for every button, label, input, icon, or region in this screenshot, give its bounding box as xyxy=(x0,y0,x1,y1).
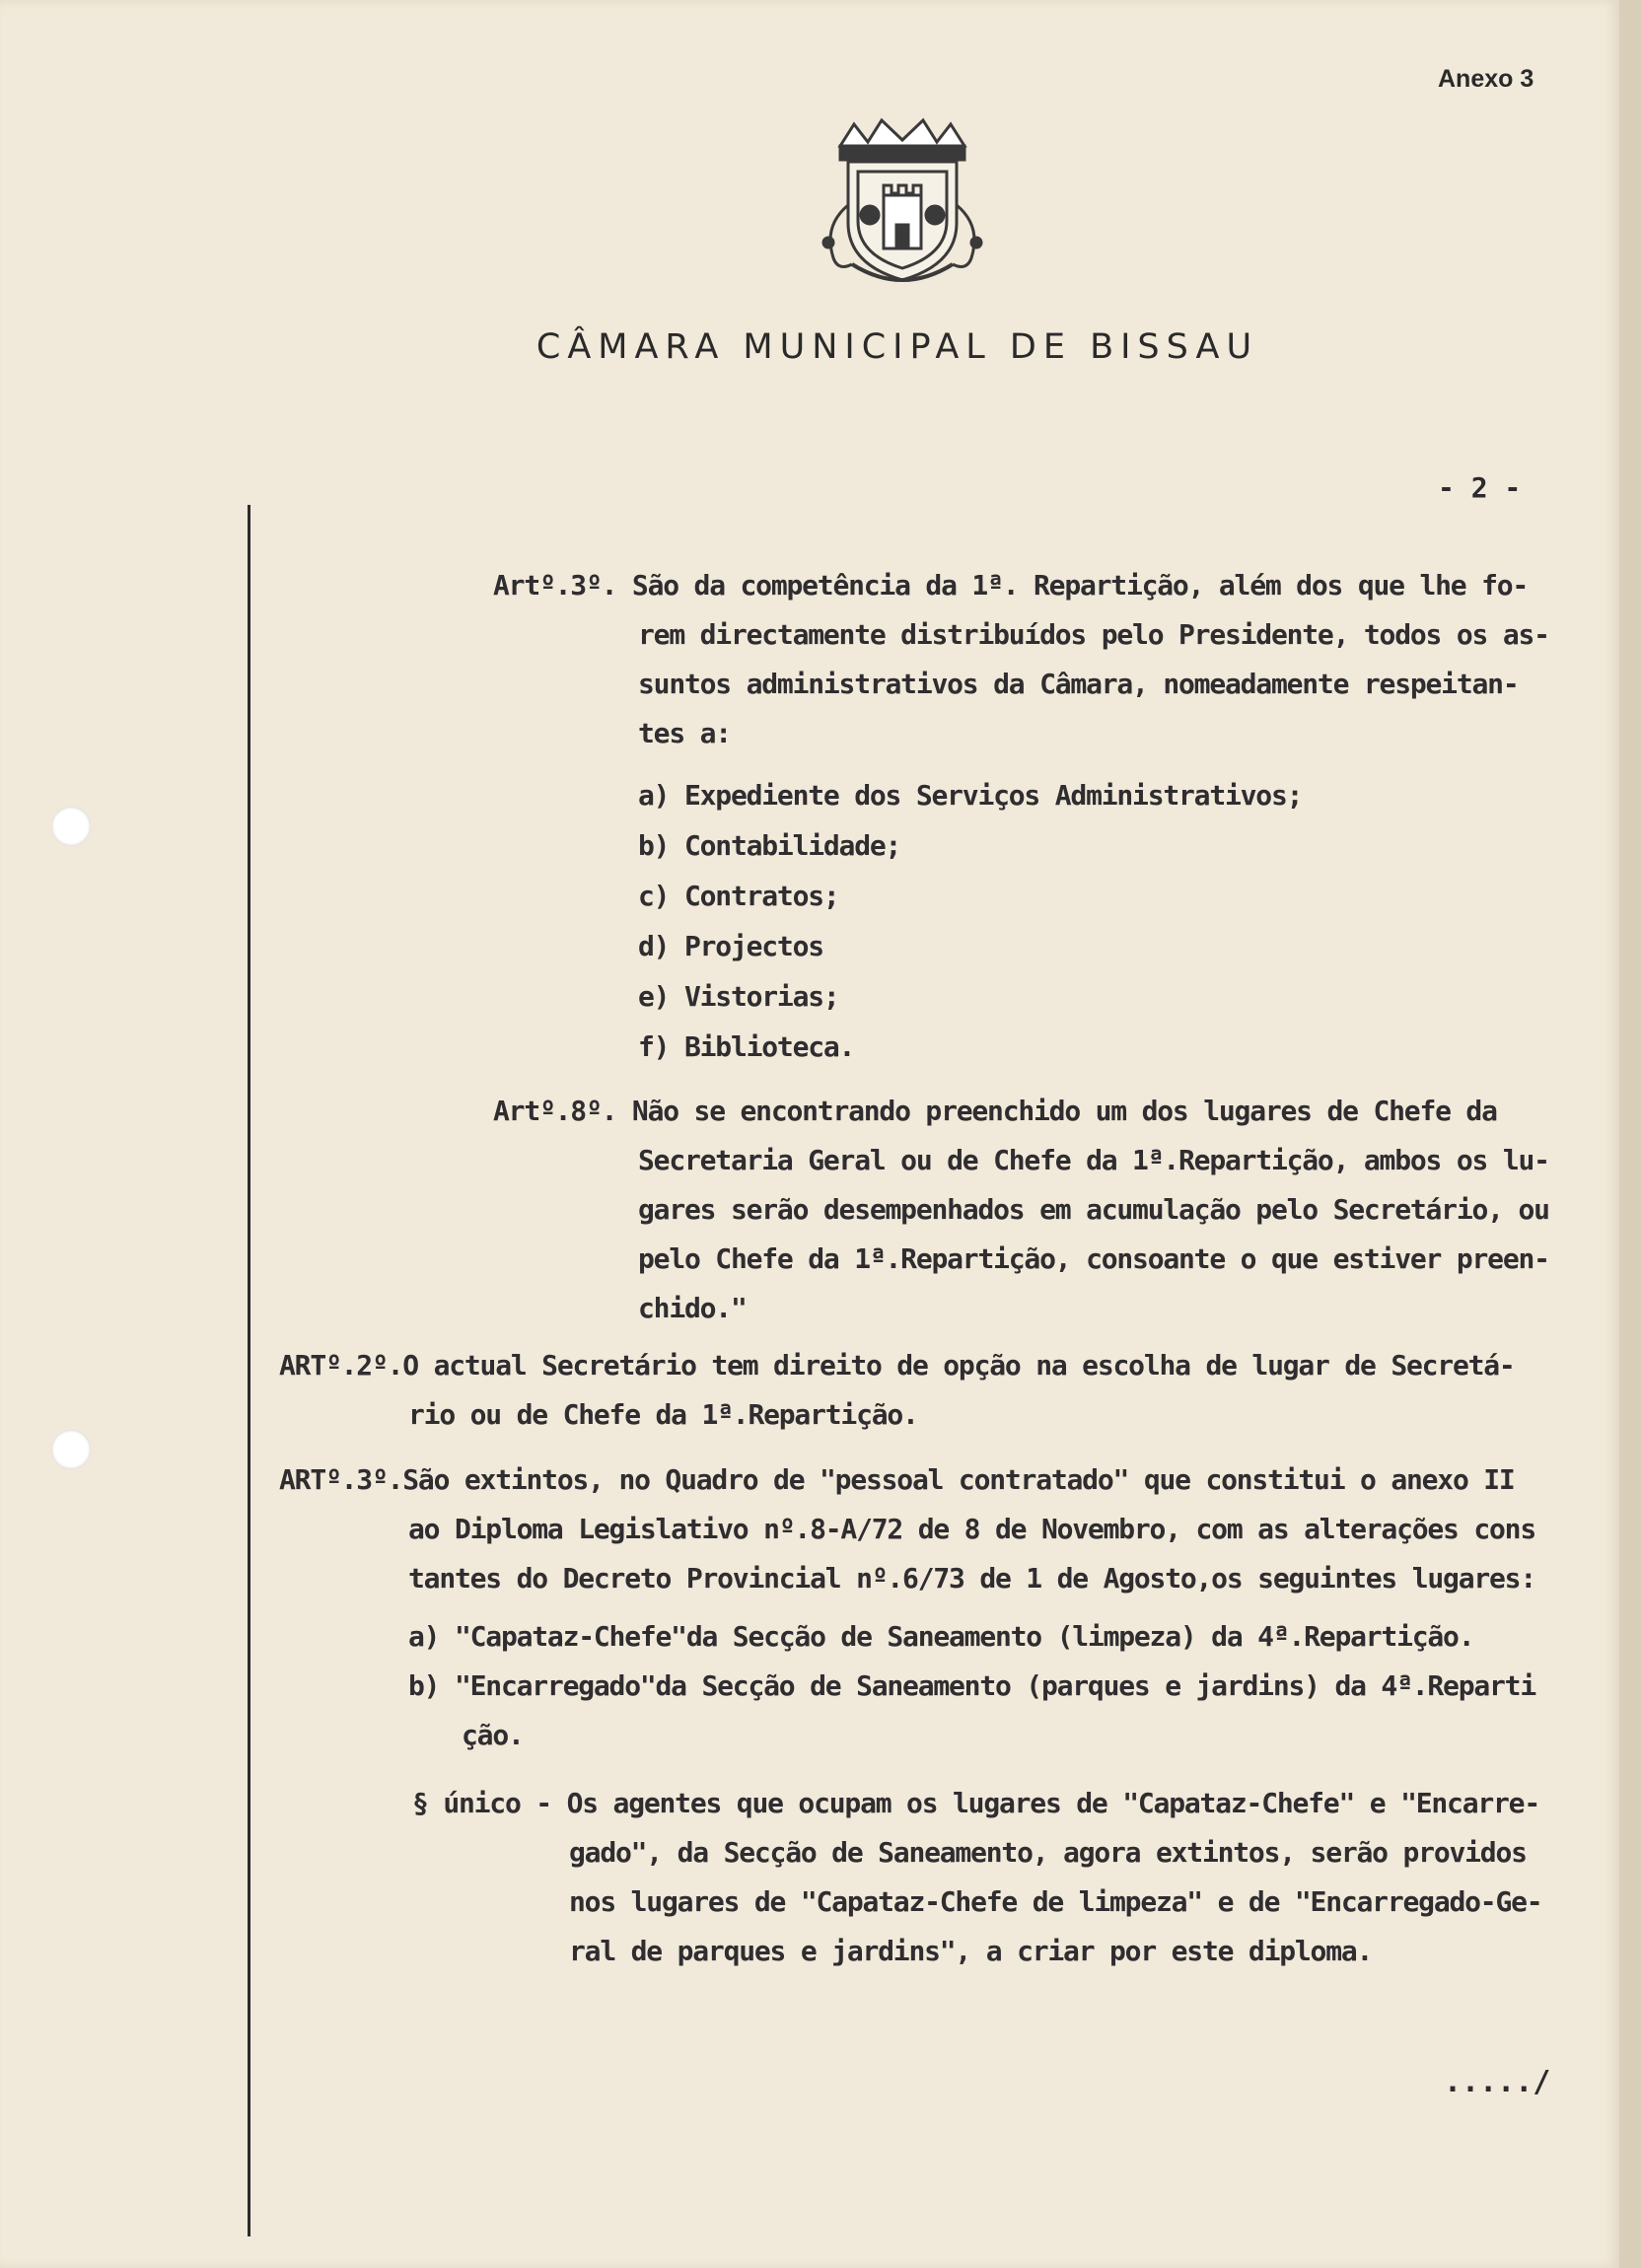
art3-line-1: Artº.3º. São da competência da 1ª. Repartição, além dos que lhe fo- xyxy=(493,569,1529,602)
art8-line-4: pelo Chefe da 1ª.Repartição, consoante o que estiver preen- xyxy=(638,1242,1549,1275)
art3-item-e: e) Vistorias; xyxy=(638,980,839,1013)
page-number: - 2 - xyxy=(1438,471,1522,504)
art3-item-b: b) Contabilidade; xyxy=(638,829,901,862)
art3-item-d: d) Projectos xyxy=(638,930,823,962)
margin-rule xyxy=(248,505,250,2236)
art3-line-3: suntos administrativos da Câmara, nomeadamente respeitan- xyxy=(638,668,1519,700)
sole-paragraph-line-2: gado", da Secção de Saneamento, agora extintos, serão providos xyxy=(569,1836,1527,1869)
institution-name: CÂMARA MUNICIPAL DE BISSAU xyxy=(535,327,1259,367)
art3-item-c: c) Contratos; xyxy=(638,880,839,912)
art3b-line-2: ao Diploma Legislativo nº.8-A/72 de 8 de Novembro, com as alterações cons xyxy=(408,1513,1535,1545)
punch-hole xyxy=(51,1430,91,1469)
art3b-line-3: tantes do Decreto Provincial nº.6/73 de 1 de Agosto,os seguintes lugares: xyxy=(408,1562,1535,1595)
art3-item-a: a) Expediente dos Serviços Administrativos; xyxy=(638,779,1303,812)
municipal-coat-of-arms-icon xyxy=(819,116,986,292)
sole-paragraph-line-1: § único - Os agentes que ocupam os lugares de "Capataz-Chefe" e "Encarre- xyxy=(412,1787,1539,1819)
art3b-item-b: b) "Encarregado"da Secção de Saneamento (parques e jardins) da 4ª.Reparti xyxy=(408,1669,1535,1702)
annex-label: Anexo 3 xyxy=(1438,65,1534,93)
sole-paragraph-line-3: nos lugares de "Capataz-Chefe de limpeza" e de "Encarregado-Ge- xyxy=(569,1885,1542,1918)
art3b-item-a: a) "Capataz-Chefe"da Secção de Saneamento (limpeza) da 4ª.Repartição. xyxy=(408,1620,1474,1653)
art8-line-2: Secretaria Geral ou de Chefe da 1ª.Repartição, ambos os lu- xyxy=(638,1144,1549,1176)
art3-item-f: f) Biblioteca. xyxy=(638,1030,855,1063)
art2-line-2: rio ou de Chefe da 1ª.Repartição. xyxy=(408,1398,918,1431)
art3b-item-b-cont: ção. xyxy=(462,1719,524,1751)
sole-paragraph-line-4: ral de parques e jardins", a criar por este diploma. xyxy=(569,1935,1373,1967)
continuation-mark: ...../ xyxy=(1444,2065,1551,2099)
art3-line-4: tes a: xyxy=(638,717,731,749)
art8-line-1: Artº.8º. Não se encontrando preenchido um dos lugares de Chefe da xyxy=(493,1095,1497,1127)
art3-line-2: rem directamente distribuídos pelo Presidente, todos os as- xyxy=(638,618,1549,651)
art2-line-1: ARTº.2º.O actual Secretário tem direito de opção na escolha de lugar de Secretá- xyxy=(279,1349,1515,1382)
art3b-line-1: ARTº.3º.São extintos, no Quadro de "pessoal contratado" que constitui o anexo II xyxy=(279,1463,1515,1496)
art8-line-5: chido." xyxy=(638,1292,747,1324)
punch-hole xyxy=(51,807,91,846)
art8-line-3: gares serão desempenhados em acumulação pelo Secretário, ou xyxy=(638,1193,1549,1226)
